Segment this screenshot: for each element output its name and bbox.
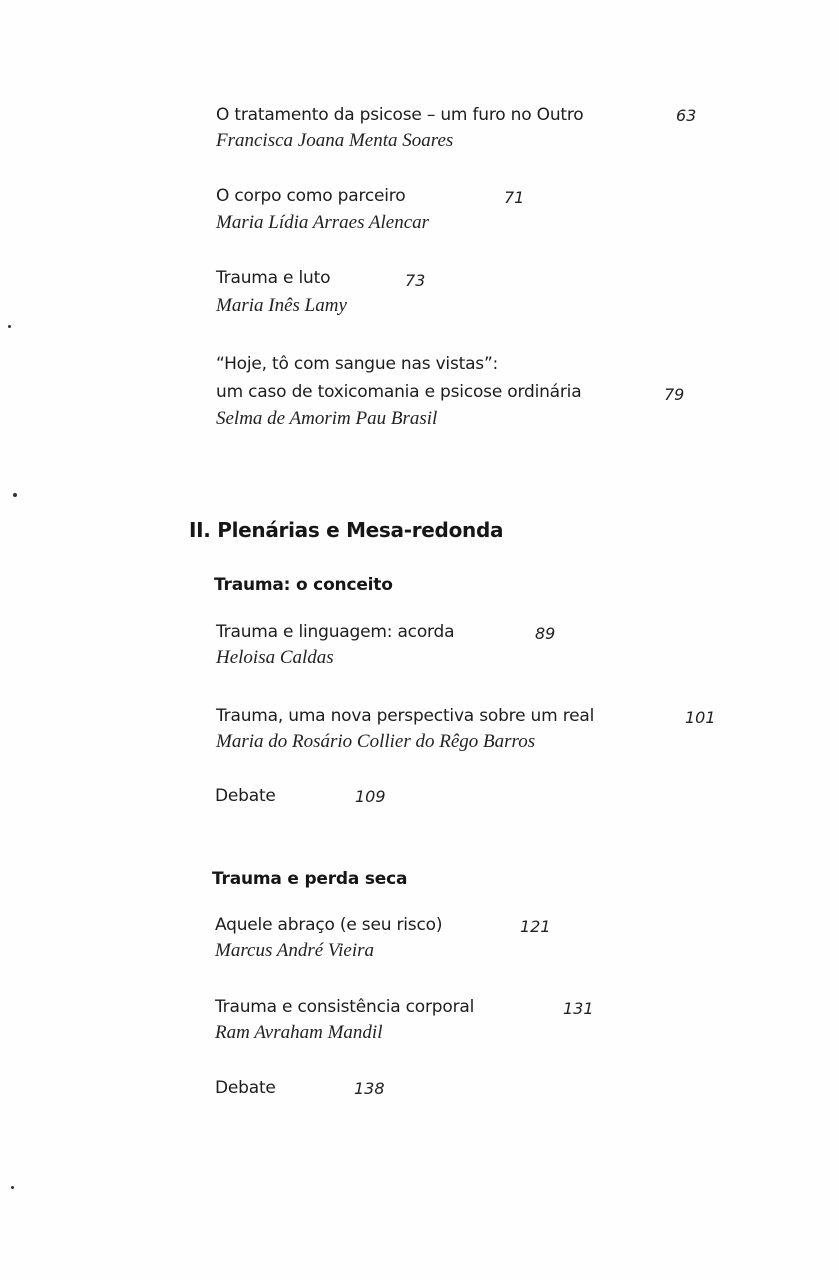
scan-speck: [13, 493, 17, 497]
toc-entry-author: Selma de Amorim Pau Brasil: [216, 408, 438, 429]
debate-title: Debate: [215, 1078, 276, 1098]
debate-page: 109: [355, 787, 386, 806]
debate-title: Debate: [215, 786, 276, 806]
toc-entry-title: “Hoje, tô com sangue nas vistas”:: [216, 354, 499, 374]
toc-entry-author: Ram Avraham Mandil: [215, 1022, 383, 1043]
debate-page: 138: [354, 1079, 385, 1098]
toc-entry-page: 63: [676, 106, 697, 125]
toc-entry-author: Maria do Rosário Collier do Rêgo Barros: [216, 731, 536, 752]
toc-entry-author: Francisca Joana Menta Soares: [216, 130, 454, 151]
toc-entry-page: 101: [685, 708, 716, 727]
subsection-heading: Trauma: o conceito: [214, 575, 393, 595]
toc-entry-page: 71: [504, 188, 525, 207]
toc-entry-author: Maria Lídia Arraes Alencar: [216, 212, 430, 233]
toc-entry-title: Trauma e linguagem: acorda: [216, 622, 455, 642]
toc-entry-page: 131: [563, 999, 594, 1018]
toc-entry-title: Aquele abraço (e seu risco): [215, 915, 443, 935]
toc-entry-title: um caso de toxicomania e psicose ordinária: [216, 382, 582, 402]
toc-entry-page: 79: [664, 385, 685, 404]
toc-entry-title: Trauma e consistência corporal: [215, 997, 475, 1017]
toc-entry-title: O tratamento da psicose – um furo no Outro: [216, 105, 584, 125]
toc-entry-page: 121: [520, 917, 551, 936]
scan-speck: [11, 1186, 14, 1189]
toc-entry-author: Marcus André Vieira: [215, 940, 375, 961]
toc-entry-page: 73: [405, 271, 426, 290]
toc-entry-author: Maria Inês Lamy: [216, 295, 347, 316]
toc-entry-page: 89: [535, 624, 556, 643]
toc-entry-title: O corpo como parceiro: [216, 186, 406, 206]
section-heading: II. Plenárias e Mesa-redonda: [189, 518, 504, 542]
toc-entry-author: Heloisa Caldas: [216, 647, 334, 668]
subsection-heading: Trauma e perda seca: [212, 869, 408, 889]
toc-entry-title: Trauma, uma nova perspectiva sobre um real: [216, 706, 595, 726]
scan-speck: [8, 325, 11, 328]
toc-entry-title: Trauma e luto: [216, 268, 331, 288]
